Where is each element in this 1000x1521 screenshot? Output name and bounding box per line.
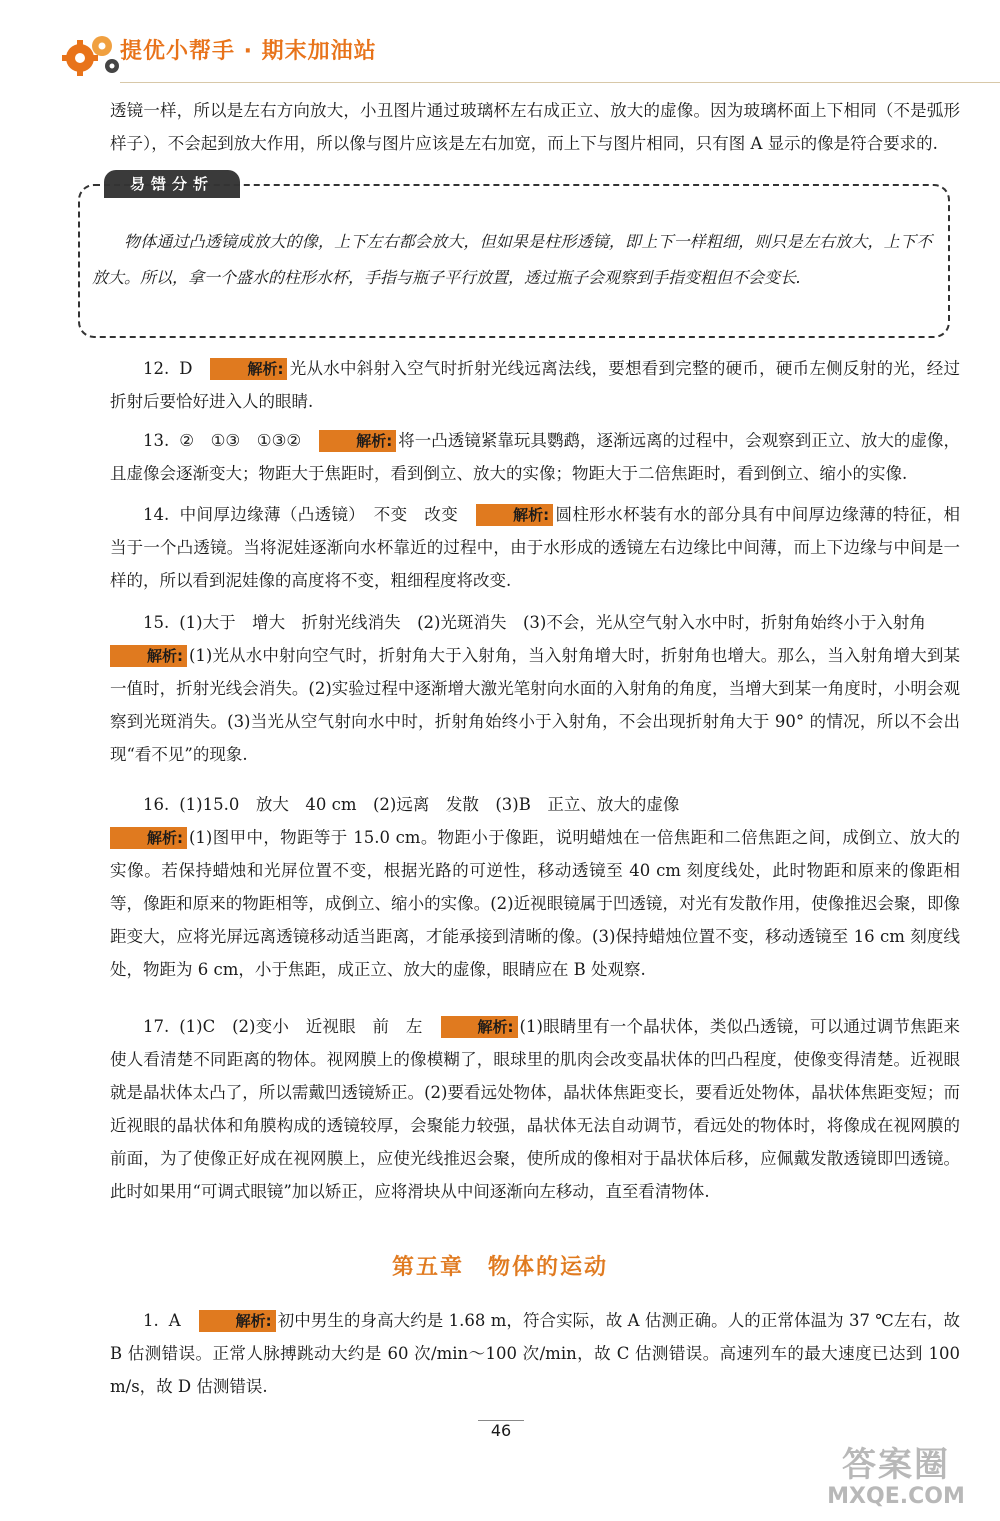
answer-value: (1)15.0 放大 40 cm (2)远离 发散 (3)B 正立、放大的虚像: [179, 795, 680, 814]
question-number: 1.: [143, 1311, 159, 1330]
analysis-tag: 解析:: [210, 358, 287, 380]
answer-value: A: [168, 1311, 181, 1330]
answer-value: (1)大于 增大 折射光线消失 (2)光斑消失 (3)不会，光从空气射入水中时，折射角始终小于入射角: [179, 613, 926, 632]
analysis-text: 光从水中斜射入空气时折射光线远离法线，要想看到完整的硬币，硬币左侧反射的光，经过折射后要恰好进入人的眼睛.: [110, 359, 960, 411]
analysis-tag: 解析:: [199, 1310, 276, 1332]
answer-item: [110, 498, 960, 597]
answer-value: D: [179, 359, 193, 378]
question-number: 14.: [143, 505, 170, 524]
watermark: [806, 1446, 986, 1516]
analysis-tag: 解析:: [319, 430, 396, 452]
analysis-text: (1)眼睛里有一个晶状体，类似凸透镜，可以通过调节焦距来使人看清楚不同距离的物体。视网膜上的像模糊了，眼球里的肌肉会改变晶状体的凹凸程度，使像变得清楚。近视眼就是晶状体太凸了，所以需戴凹透镜矫正。(2)要看远处物体，晶状体焦距变长，要看近处物体，晶状体焦距变短；而近视眼的晶状体和角膜构成的透镜较厚，会聚能力较强，晶状体无法自动调节，看远处的物体时，将像成在视网膜的前面，为了使像正好成在视网膜上，应使光线推迟会聚，使所成的像相对于晶状体后移，应佩戴发散透镜即凹透镜。此时如果用“可调式眼镜”加以矫正，应将滑块从中间逐渐向左移动，直至看清物体.: [110, 1017, 960, 1201]
chapter-title: 第五章 物体的运动: [391, 1255, 608, 1280]
page-header: [60, 20, 960, 82]
watermark-url: MXQE.COM: [827, 1484, 965, 1509]
analysis-tag: 解析:: [476, 504, 553, 526]
question-number: 16.: [143, 795, 170, 814]
question-number: 13.: [143, 431, 170, 450]
brand-title: 提优小帮手 · 期末加油站: [120, 39, 377, 64]
analysis-tag: 解析:: [441, 1016, 518, 1038]
analysis-tag: 解析:: [110, 827, 187, 849]
answer-item: [110, 352, 960, 418]
note-text: 物体通过凸透镜成放大的像，上下左右都会放大，但如果是柱形透镜，即上下一样粗细，则只是左右放大，上下不放大。所以，拿一个盛水的柱形水杯，手指与瓶子平行放置，透过瓶子会观察到手指变粗但不会变长.: [92, 232, 932, 287]
page-number: 46: [478, 1420, 524, 1440]
answer-item: [110, 1304, 960, 1403]
gears-logo-icon: [60, 26, 122, 78]
analysis-tag: 解析:: [110, 645, 187, 667]
watermark-title: 答案圈: [842, 1445, 950, 1485]
answer-value: 中间厚边缘薄（凸透镜） 不变 改变: [179, 505, 459, 524]
analysis-text: (1)光从水中射向空气时，折射角大于入射角，当入射角增大时，折射角也增大。那么，当入射角增大到某一值时，折射光线会消失。(2)实验过程中逐渐增大激光笔射向水面的入射角的角度，当增大到某一角度时，小明会观察到光斑消失。(3)当光从空气射向水中时，折射角始终小于入射角，不会出现折射角大于 90° 的情况，所以不会出现“看不见”的现象.: [110, 646, 960, 764]
note-tab: 易错分析: [104, 170, 240, 198]
answer-item: [110, 788, 960, 986]
answer-value: ② ①③ ①③②: [179, 431, 302, 450]
analysis-text: (1)图甲中，物距等于 15.0 cm。物距小于像距，说明蜡烛在一倍焦距和二倍焦距之间，成倒立、放大的实像。若保持蜡烛和光屏位置不变，根据光路的可逆性，移动透镜至 40 cm 刻度线处，此时物距和原来的像距相等，像距和原来的物距相等，成倒立、缩小的实像。(2)近视眼镜属于凹透镜，对光有发散作用，使像推迟会聚，即像距变大，应将光屏远离透镜移动适当距离，才能承接到清晰的像。(3)保持蜡烛位置不变，移动透镜至 16 cm 刻度线处，物距为 6 cm，小于焦距，成正立、放大的虚像，眼睛应在 B 处观察.: [110, 828, 960, 979]
question-number: 15.: [143, 613, 170, 632]
answer-item: [110, 1010, 960, 1208]
intro-paragraph: 透镜一样，所以是左右方向放大，小丑图片通过玻璃杯左右成正立、放大的虚像。因为玻璃杯面上下相同（不是弧形样子），不会起到放大作用，所以像与图片应该是左右加宽，而上下与图片相同，只有图 A 显示的像是符合要求的.: [110, 101, 960, 153]
answer-value: (1)C (2)变小 近视眼 前 左: [179, 1017, 423, 1036]
analysis-text: 初中男生的身高大约是 1.68 m，符合实际，故 A 估测正确。人的正常体温为 37 ℃左右，故 B 估测错误。正常人脉搏跳动大约是 60 次/min～100 次/min，故 C 估测错误。高速列车的最大速度已达到 100 m/s，故 D 估测错误.: [110, 1311, 960, 1396]
analysis-text: 圆柱形水杯装有水的部分具有中间厚边缘薄的特征，相当于一个凸透镜。当将泥娃逐渐向水杯靠近的过程中，由于水形成的透镜左右边缘比中间薄，而上下边缘与中间是一样的，所以看到泥娃像的高度将不变，粗细程度将改变.: [110, 505, 961, 590]
header-rule: [120, 82, 1000, 83]
question-number: 17.: [143, 1017, 170, 1036]
answer-item: [110, 606, 960, 771]
answer-item: [110, 424, 960, 490]
analysis-text: 将一凸透镜紧靠玩具鹦鹉，逐渐远离的过程中，会观察到正立、放大的虚像，且虚像会逐渐变大；物距大于焦距时，看到倒立、放大的实像；物距大于二倍焦距时，看到倒立、缩小的实像.: [110, 431, 960, 483]
question-number: 12.: [143, 359, 170, 378]
